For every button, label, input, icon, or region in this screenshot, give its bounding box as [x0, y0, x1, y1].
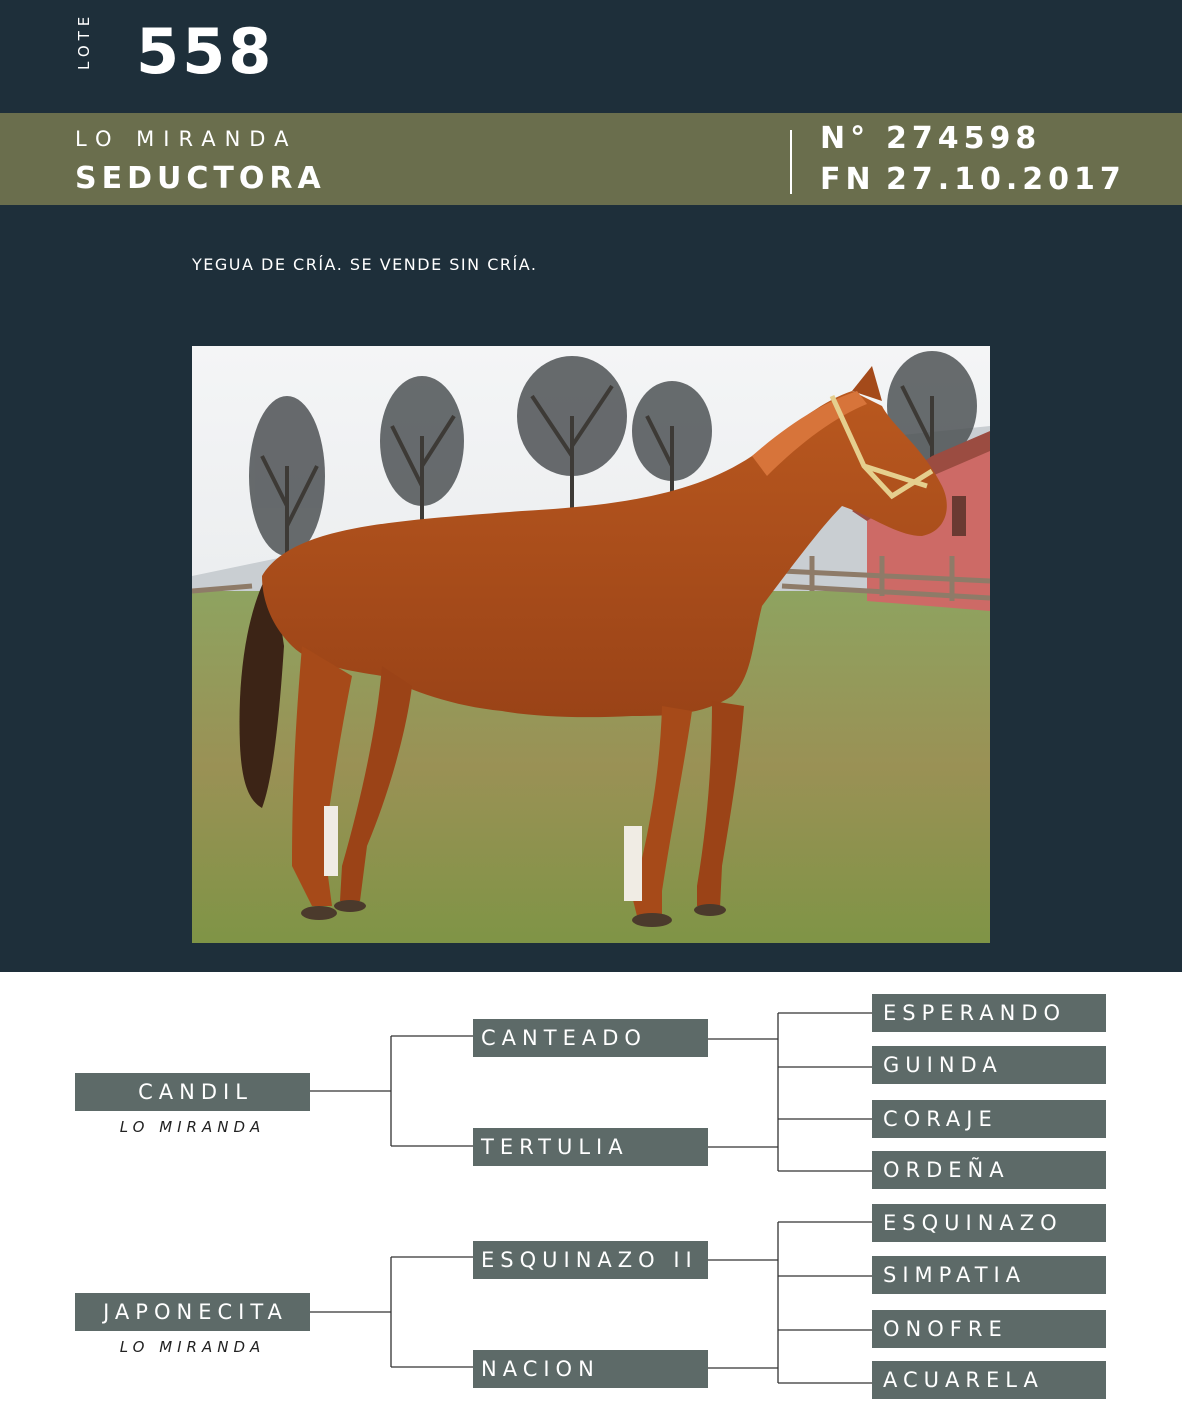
registration-label: N° — [820, 121, 871, 156]
birth-date-label: FN — [820, 162, 876, 197]
horse-name: SEDUCTORA — [75, 161, 326, 196]
dam-breeder: LO MIRANDA — [119, 1338, 266, 1356]
sire-breeder: LO MIRANDA — [119, 1118, 266, 1136]
great-grandparent-4: ORDEÑA — [872, 1151, 1106, 1189]
lot-label: LOTE — [75, 11, 93, 70]
maternal-grandsire-box: ESQUINAZO II — [473, 1241, 708, 1279]
breeder-name: LO MIRANDA — [75, 127, 298, 151]
great-grandparent-5: ESQUINAZO — [872, 1204, 1106, 1242]
lot-number: 558 — [136, 15, 275, 88]
great-grandparent-1: ESPERANDO — [872, 994, 1106, 1032]
sire-box: CANDIL — [75, 1073, 310, 1111]
maternal-granddam-box: NACION — [473, 1350, 708, 1388]
great-grandparent-6: SIMPATIA — [872, 1256, 1106, 1294]
paternal-grandsire-box: CANTEADO — [473, 1019, 708, 1057]
great-grandparent-7: ONOFRE — [872, 1310, 1106, 1348]
horse-description: YEGUA DE CRÍA. SE VENDE SIN CRÍA. — [192, 255, 538, 274]
great-grandparent-2: GUINDA — [872, 1046, 1106, 1084]
dam-box: JAPONECITA — [75, 1293, 310, 1331]
paternal-granddam-box: TERTULIA — [473, 1128, 708, 1166]
birth-date: 27.10.2017 — [886, 162, 1126, 197]
great-grandparent-3: CORAJE — [872, 1100, 1106, 1138]
great-grandparent-8: ACUARELA — [872, 1361, 1106, 1399]
registration-number: 274598 — [886, 121, 1042, 156]
